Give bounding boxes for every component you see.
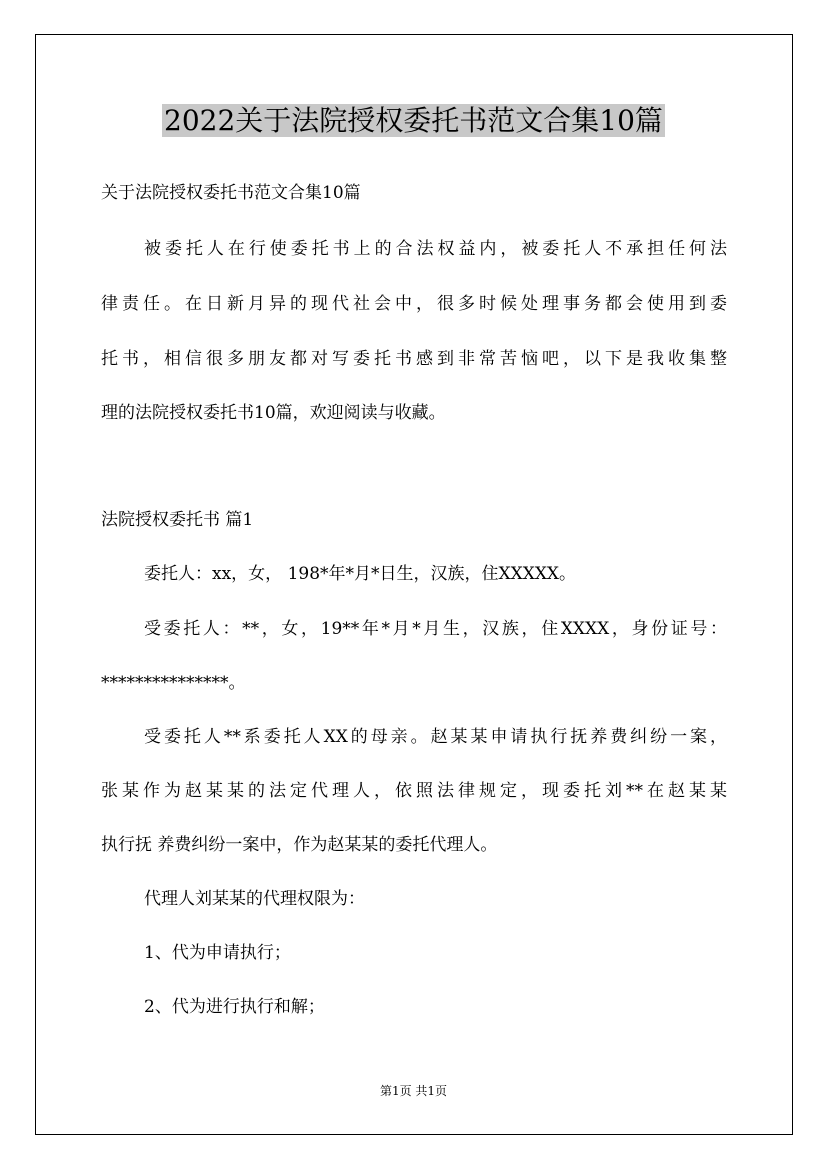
intro-line-1: 被委托人在行使委托书上的合法权益内，被委托人不承担任何法 (144, 239, 727, 259)
relation-line-1: 受委托人**系委托人XX的母亲。赵某某申请执行抚养费纠纷一案， (144, 727, 727, 747)
agent-line-2: ***************。 (101, 673, 246, 693)
client-line: 委托人：xx，女， 198*年*月*日生，汉族，住XXXXX。 (144, 564, 577, 584)
scope-item-2: 2、代为进行执行和解； (144, 997, 325, 1017)
document-subtitle: 关于法院授权委托书范文合集10篇 (101, 183, 361, 203)
document-title (0, 100, 827, 142)
section-heading: 法院授权委托书 篇1 (101, 510, 254, 530)
intro-line-4: 理的法院授权委托书10篇，欢迎阅读与收藏。 (101, 403, 446, 423)
page-footer: 第1页 共1页 (379, 1084, 448, 1098)
scope-heading: 代理人刘某某的代理权限为： (144, 889, 365, 909)
agent-line-1: 受委托人：**，女，19**年*月*月生，汉族，住XXXX，身份证号： (144, 619, 727, 639)
relation-line-3: 执行抚 养费纠纷一案中，作为赵某某的委托代理人。 (101, 835, 498, 855)
intro-line-3: 托书，相信很多朋友都对写委托书感到非常苦恼吧，以下是我收集整 (101, 349, 727, 369)
scope-item-1: 1、代为申请执行； (144, 943, 291, 963)
document-title-text: 2022关于法院授权委托书范文合集10篇 (164, 104, 663, 137)
intro-line-2: 律责任。在日新月异的现代社会中，很多时候处理事务都会使用到委 (101, 294, 727, 314)
relation-line-2: 张某作为赵某某的法定代理人，依照法律规定，现委托刘**在赵某某 (101, 781, 727, 801)
